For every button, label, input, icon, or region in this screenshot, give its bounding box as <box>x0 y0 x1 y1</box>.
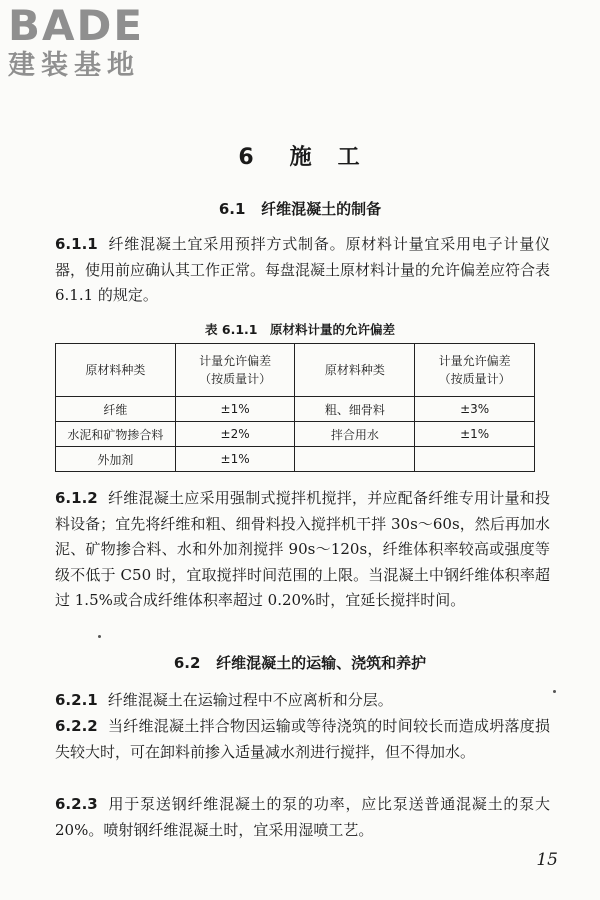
logo-wordmark: BADE <box>8 1 145 50</box>
logo-subtitle: 建装基地 <box>8 50 140 81</box>
section-number: 6.1 <box>218 200 246 218</box>
clause-number: 6.2.3 <box>55 795 98 813</box>
cell-tolerance <box>415 447 535 472</box>
cell-tolerance: ±3% <box>415 397 535 422</box>
header-material: 原材料种类 <box>295 344 415 397</box>
clause-text: 纤维混凝土应采用强制式搅拌机搅拌，并应配备纤维专用计量和投料设备；宜先将纤维和粗、细骨料投入搅拌机干拌 30s～60s，然后再加水泥、矿物掺合料、水和外加剂搅拌 90s～120s，纤维体积率较高或强度等级不低于 C50 时，宜取搅拌时间范围的上限。当混凝土中钢纤维体积率超过 1.5%或合成纤维体积率超过 0.20%时，宜延长搅拌时间。 <box>55 489 550 609</box>
cell-tolerance: ±1% <box>415 422 535 447</box>
cell-material <box>295 447 415 472</box>
clause-number: 6.1.1 <box>55 235 98 253</box>
section-title: 纤维混凝土的运输、浇筑和养护 <box>216 654 427 672</box>
clause-6-1-2 <box>55 486 550 614</box>
scan-speck <box>553 690 556 693</box>
header-tolerance-line2: （按质量计） <box>199 372 272 386</box>
cell-material: 外加剂 <box>56 447 176 472</box>
cell-tolerance: ±1% <box>175 397 295 422</box>
table-row <box>56 397 535 422</box>
chapter-title <box>0 140 600 171</box>
clause-number: 6.2.2 <box>55 717 98 735</box>
table-header-row <box>56 344 535 397</box>
bade-logo <box>8 2 188 82</box>
section-heading-6-2 <box>0 652 600 673</box>
header-tolerance-line1: 计量允许偏差 <box>438 354 511 368</box>
cell-tolerance: ±2% <box>175 422 295 447</box>
clause-6-1-1 <box>55 232 550 309</box>
header-tolerance <box>175 344 295 397</box>
page-number: 15 <box>536 850 558 870</box>
table-row <box>56 422 535 447</box>
clause-text: 当纤维混凝土拌合物因运输或等待浇筑的时间较长而造成坍落度损失较大时，可在卸料前掺入适量减水剂进行搅拌，但不得加水。 <box>55 717 550 761</box>
cell-tolerance: ±1% <box>175 447 295 472</box>
cell-material: 拌合用水 <box>295 422 415 447</box>
cell-material: 粗、细骨料 <box>295 397 415 422</box>
header-tolerance <box>415 344 535 397</box>
section-number: 6.2 <box>173 654 201 672</box>
scan-speck <box>98 635 101 638</box>
clause-text: 纤维混凝土在运输过程中不应离析和分层。 <box>107 691 393 709</box>
tolerance-table <box>55 343 535 472</box>
clause-6-2-2 <box>55 714 550 765</box>
clause-text: 纤维混凝土宜采用预拌方式制备。原材料计量宜采用电子计量仪器，使用前应确认其工作正常。每盘混凝土原材料计量的允许偏差应符合表 6.1.1 的规定。 <box>55 235 551 304</box>
clause-number: 6.2.1 <box>55 691 98 709</box>
header-tolerance-line2: （按质量计） <box>438 372 511 386</box>
header-tolerance-line1: 计量允许偏差 <box>199 354 272 368</box>
chapter-number: 6 <box>238 145 256 170</box>
table-caption: 表 6.1.1 原材料计量的允许偏差 <box>205 322 395 337</box>
chapter-name: 施 工 <box>289 145 362 170</box>
clause-6-2-3 <box>55 792 550 843</box>
cell-material: 纤维 <box>56 397 176 422</box>
clause-text: 用于泵送钢纤维混凝土的泵的功率，应比泵送普通混凝土的泵大 20%。喷射钢纤维混凝土时，宜采用湿喷工艺。 <box>55 795 550 839</box>
header-material: 原材料种类 <box>56 344 176 397</box>
section-title: 纤维混凝土的制备 <box>261 200 382 218</box>
cell-material: 水泥和矿物掺合料 <box>56 422 176 447</box>
section-heading-6-1 <box>0 198 600 219</box>
table-row <box>56 447 535 472</box>
clause-6-2-1 <box>55 688 550 714</box>
clause-number: 6.1.2 <box>55 489 98 507</box>
